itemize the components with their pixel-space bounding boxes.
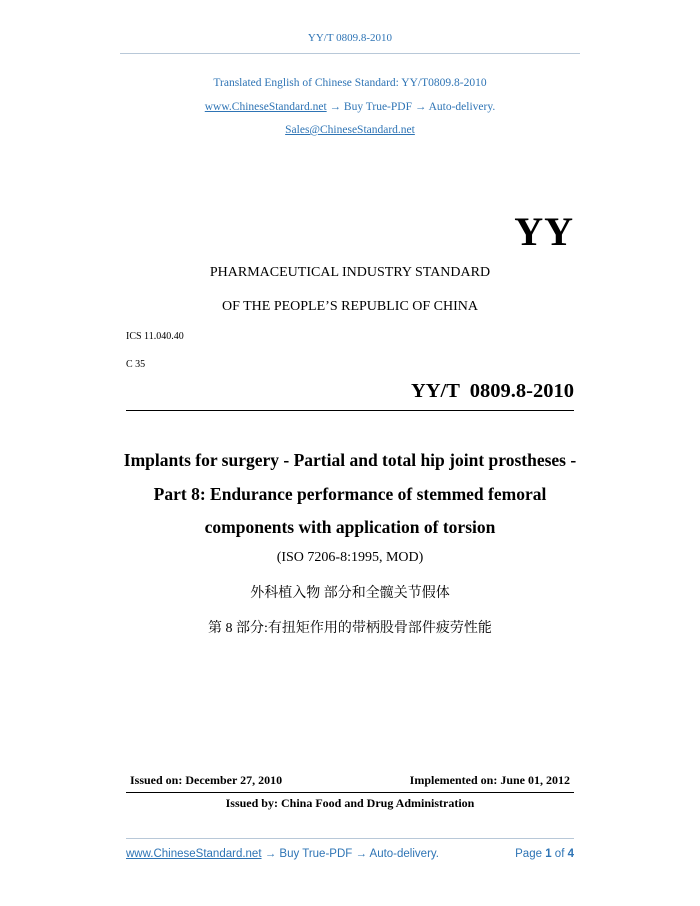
- standard-type-line1: PHARMACEUTICAL INDUSTRY STANDARD: [209, 265, 491, 280]
- ccs-code: C 35: [126, 359, 146, 370]
- standard-logo-text: YY: [514, 209, 574, 254]
- sales-email-link[interactable]: Sales@ChineseStandard.net: [285, 124, 415, 136]
- footer-buy-text: → Buy True-PDF → Auto-delivery.: [261, 848, 439, 860]
- footer-buy-line: [126, 848, 439, 860]
- footer-divider: [126, 838, 574, 839]
- title-line-2: Part 8: Endurance performance of stemmed femoral: [153, 484, 547, 504]
- page-current: 1: [545, 848, 552, 860]
- buy-line: [0, 101, 700, 113]
- buy-text: → Buy True-PDF → Auto-delivery.: [326, 101, 496, 113]
- iso-reference: (ISO 7206-8:1995, MOD): [276, 550, 424, 565]
- page-indicator: [515, 848, 574, 860]
- issued-divider: [126, 792, 574, 793]
- translated-notice: Translated English of Chinese Standard: YY/T0809.8-2010: [213, 77, 487, 89]
- footer-site-link[interactable]: www.ChineseStandard.net: [126, 848, 262, 860]
- header-standard-code: YY/T 0809.8-2010: [307, 32, 393, 44]
- standard-type-line2: OF THE PEOPLE’S REPUBLIC OF CHINA: [221, 299, 479, 314]
- chinese-title-line-1: 外科植入物 部分和全髋关节假体: [250, 586, 450, 601]
- ics-code: ICS 11.040.40: [126, 331, 184, 342]
- issued-on-date: Issued on: December 27, 2010: [130, 773, 283, 787]
- site-link[interactable]: www.ChineseStandard.net: [204, 101, 327, 113]
- header-divider: [120, 53, 580, 54]
- title-line-1: Implants for surgery - Partial and total hip joint prostheses -: [123, 450, 577, 470]
- email-line: [0, 124, 700, 136]
- title-line-3: components with application of torsion: [204, 517, 496, 537]
- document-number: YY/T 0809.8-2010: [410, 380, 574, 402]
- issuing-authority: Issued by: China Food and Drug Administration: [225, 796, 475, 810]
- page-total: 4: [567, 848, 574, 860]
- chinese-title-line-2: 第 8 部分:有扭矩作用的带柄股骨部件疲劳性能: [208, 621, 492, 636]
- page-label: Page: [515, 848, 542, 860]
- page-of: of: [554, 848, 565, 860]
- number-divider: [126, 410, 574, 411]
- implemented-on-date: Implemented on: June 01, 2012: [409, 773, 570, 787]
